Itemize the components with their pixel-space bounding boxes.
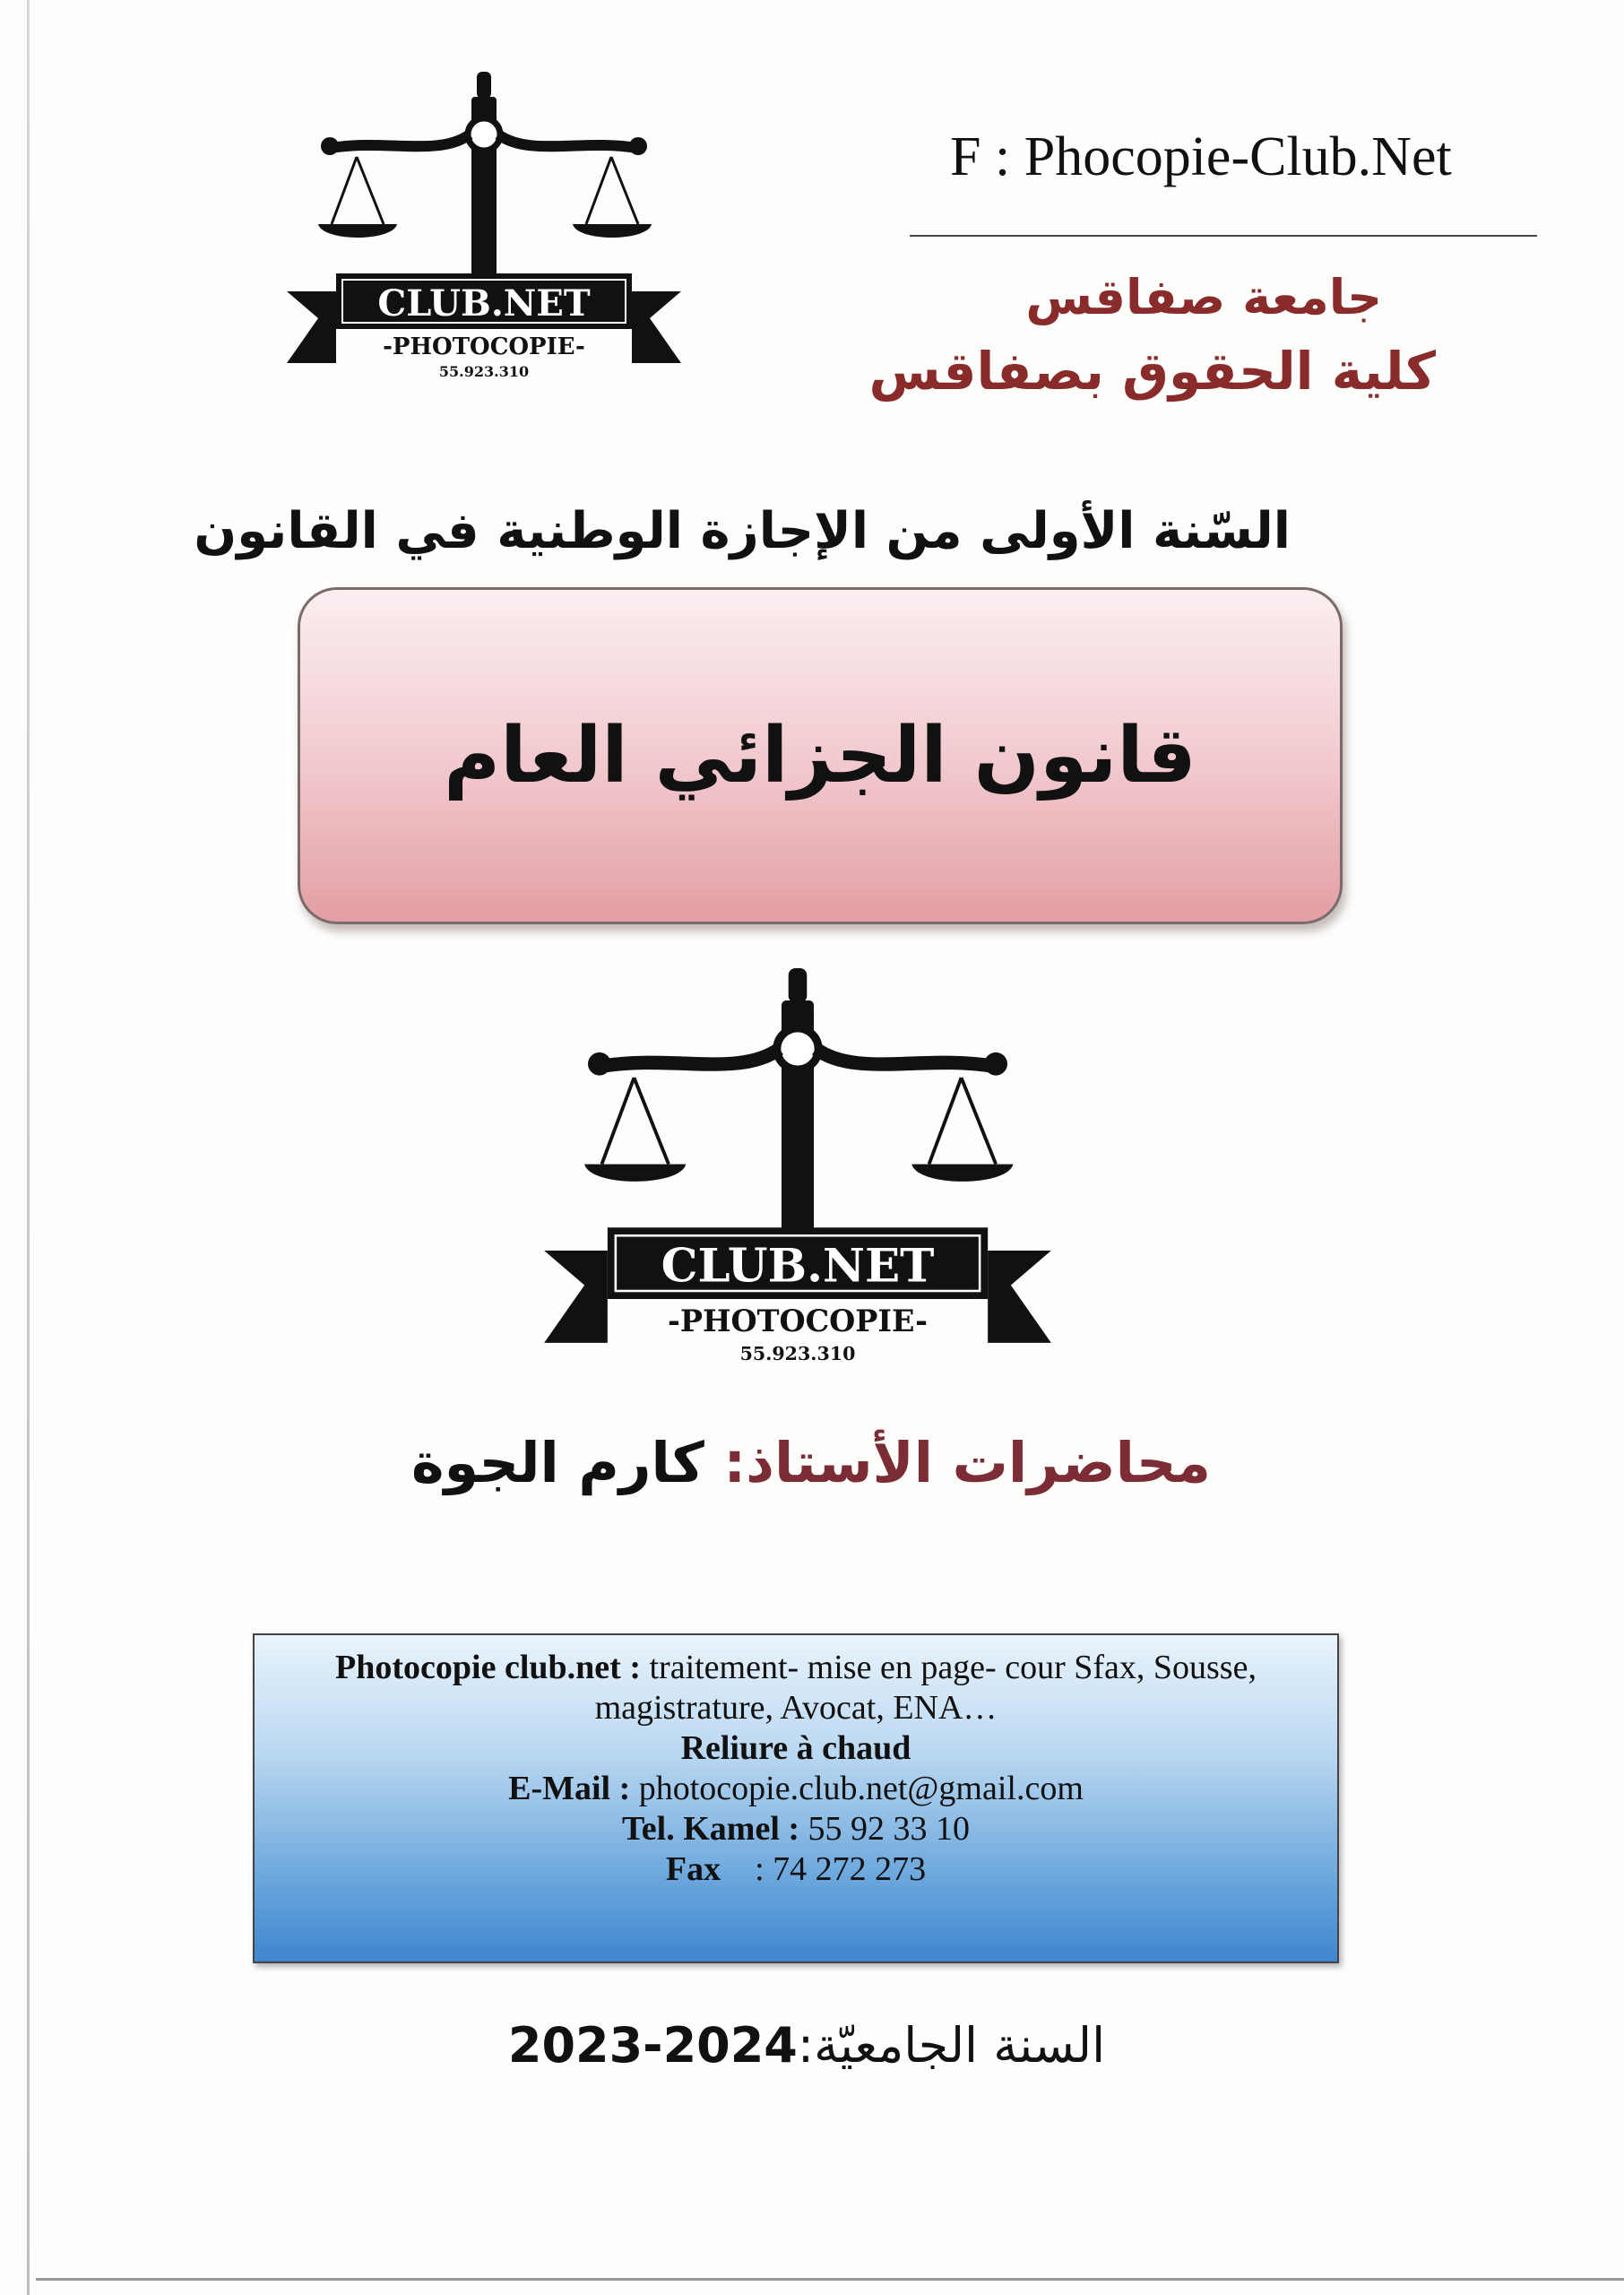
- fax-label: Fax: [665, 1850, 721, 1888]
- logo-phone-text: 55.923.310: [438, 363, 530, 380]
- logo-brand-text: CLUB.NET: [377, 282, 591, 325]
- logo-brand-text: CLUB.NET: [661, 1239, 935, 1294]
- logo-phone-text: 55.923.310: [739, 1343, 856, 1365]
- program-heading: السّنة الأولى من الإجازة الوطنية في القانون: [194, 502, 1291, 560]
- contact-line-fax: [255, 1849, 1337, 1890]
- contact-info-box: [253, 1633, 1339, 1963]
- page-edge: [27, 0, 30, 2295]
- tel-label: Tel. Kamel :: [621, 1810, 800, 1848]
- tel-value: 55 92 33 10: [808, 1810, 971, 1848]
- contact-line-services: [255, 1648, 1337, 1688]
- scales-of-justice-icon: [287, 72, 681, 385]
- email-label: E-Mail :: [508, 1770, 631, 1807]
- services-text: traitement- mise en page- cour Sfax, Sousse,: [649, 1649, 1257, 1686]
- academic-year-label: السنة الجامعيّة:: [797, 2017, 1106, 2074]
- facebook-page-label: F : Phocopie-Club.Net: [950, 126, 1452, 187]
- logo-center: [538, 968, 1058, 1372]
- lecturer-name: كارم الجوة: [411, 1430, 704, 1495]
- logo-tagline-text: -PHOTOCOPIE-: [668, 1303, 928, 1338]
- contact-line-tel: [255, 1809, 1337, 1849]
- email-value: photocopie.club.net@gmail.com: [638, 1770, 1084, 1807]
- academic-year-line: [448, 2017, 1165, 2074]
- academic-year-value: 2023-2024: [507, 2017, 798, 2074]
- contact-line-binding: [255, 1728, 1337, 1769]
- logo-tagline-text: -PHOTOCOPIE-: [383, 333, 585, 360]
- contact-line-exams: magistrature, Avocat, ENA…: [594, 1689, 998, 1727]
- university-name: جامعة صفاقس: [1025, 269, 1382, 325]
- shop-name: Photocopie club.net :: [335, 1649, 641, 1686]
- contact-line-email: [255, 1769, 1337, 1809]
- lecturer-label: محاضرات الأستاذ:: [723, 1430, 1211, 1495]
- fax-value: : 74 272 273: [755, 1850, 927, 1888]
- logo-top: [287, 72, 681, 385]
- bottom-edge: [36, 2278, 1624, 2281]
- lecturer-line: [296, 1430, 1326, 1495]
- course-title-box: [298, 587, 1343, 924]
- faculty-name: كلية الحقوق بصفاقس: [868, 341, 1436, 402]
- header-divider: [910, 235, 1537, 237]
- binding-text: Reliure à chaud: [680, 1729, 911, 1767]
- scales-of-justice-icon: [538, 968, 1058, 1372]
- course-title: قانون الجزائي العام: [444, 711, 1196, 801]
